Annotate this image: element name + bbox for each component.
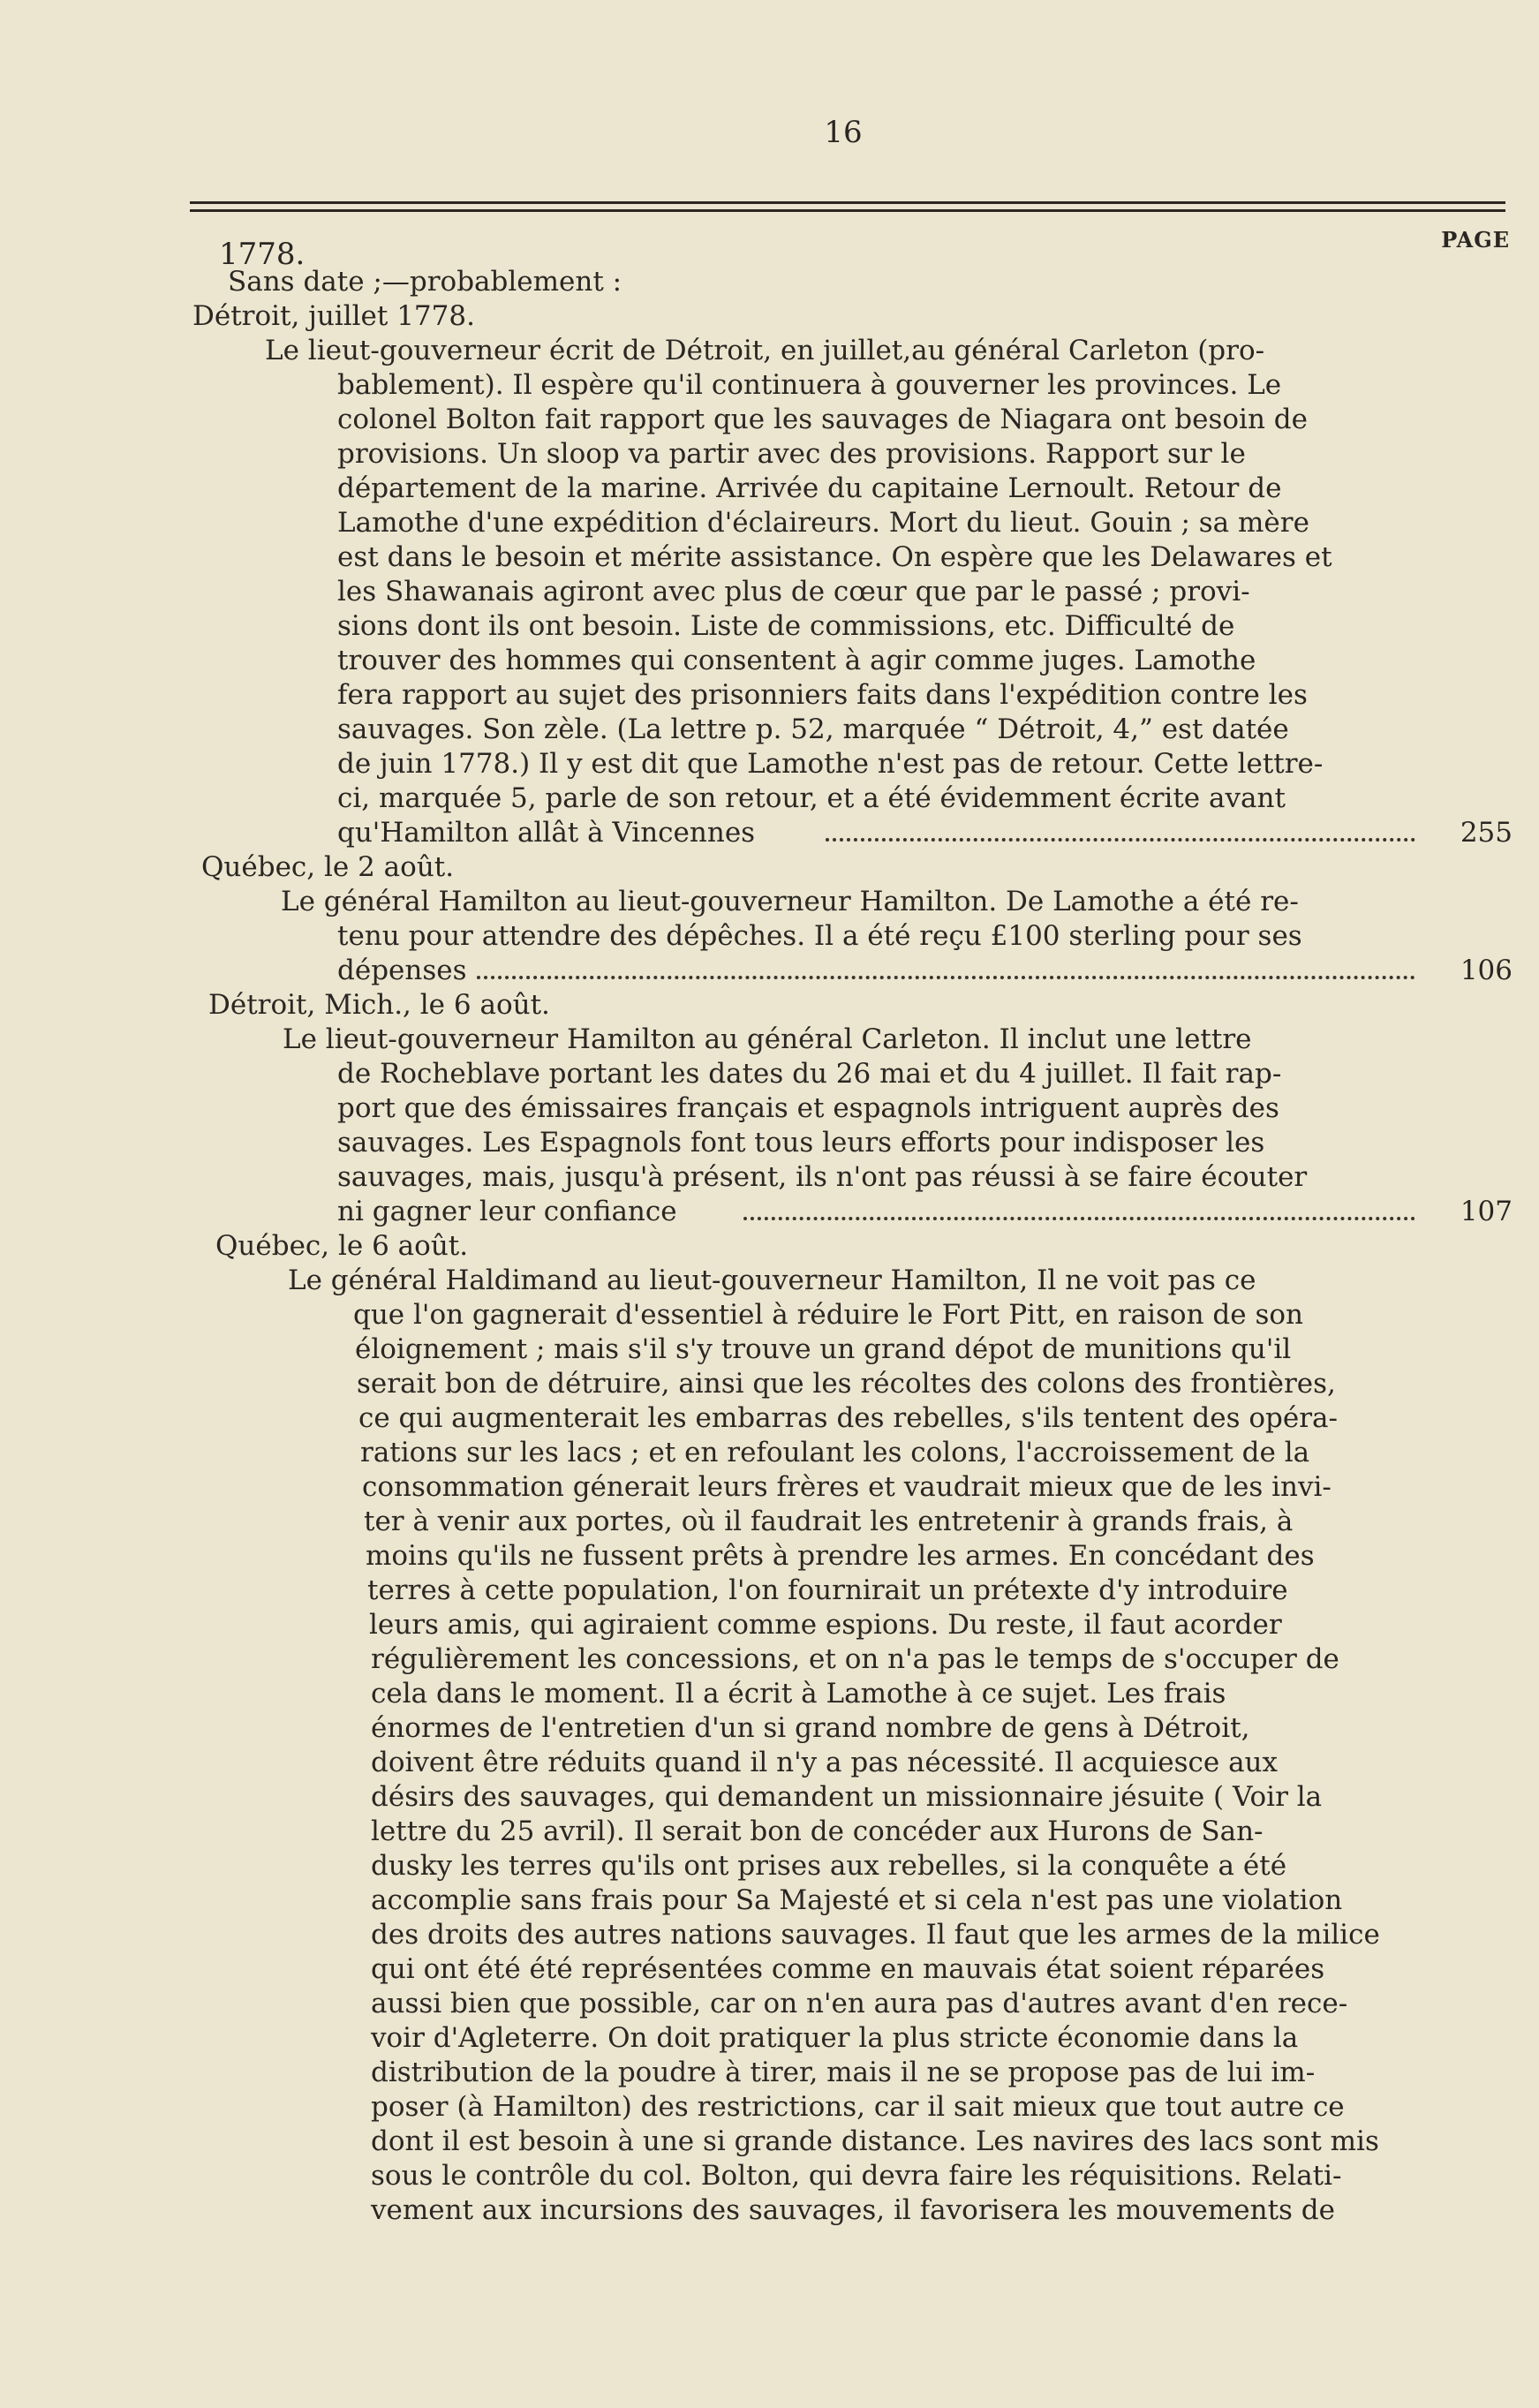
entry-line: ni gagner leur confiance [337,1196,677,1227]
entry-line: trouver des hommes qui consentent à agir comme juges. Lamothe [337,645,1256,676]
entry-line: voir d'Agleterre. On doit pratiquer la plus stricte économie dans la [371,2022,1299,2054]
entry-line: aussi bien que possible, car on n'en aura pas d'autres avant d'en rece- [371,1988,1348,2019]
entry-line: sauvages. Les Espagnols font tous leurs efforts pour indisposer les [337,1127,1265,1159]
entry-quebec-6-aout [0,1229,1539,2228]
entry-line: sauvages, mais, jusqu'à présent, ils n'ont pas réussi à se faire écouter [337,1161,1308,1193]
entry-line: leurs amis, qui agiraient comme espions. Du reste, il faut acorder [369,1609,1282,1641]
entry-line: serait bon de détruire, ainsi que les récoltes des colons des frontières, [357,1368,1336,1400]
page-column-header: PAGE [1441,227,1510,253]
entry-line: Le lieut-gouverneur Hamilton au général Carleton. Il inclut une lettre [283,1023,1252,1055]
entry-line: dépenses [337,955,467,986]
entry-line: de juin 1778.) Il y est dit que Lamothe n'est pas de retour. Cette lettre- [337,748,1324,780]
year-heading: 1778. [219,237,306,272]
entry-line: ci, marquée 5, parle de son retour, et a été évidemment écrite avant [337,782,1286,814]
header-rule-bottom [190,209,1505,212]
entry-line: cela dans le moment. Il a écrit à Lamothe à ce sujet. Les frais [371,1678,1226,1710]
entry-line: département de la marine. Arrivée du capitaine Lernoult. Retour de [337,472,1282,504]
entry-line: bablement). Il espère qu'il continuera à gouverner les provinces. Le [337,369,1282,401]
entry-line: dont il est besoin à une si grande distance. Les navires des lacs sont mis [371,2125,1379,2157]
leader-dots [477,976,1415,979]
entry-detroit-juillet [0,265,1539,850]
entry-line: provisions. Un sloop va partir avec des provisions. Rapport sur le [337,438,1246,470]
entry-line: désirs des sauvages, qui demandent un missionnaire jésuite ( Voir la [371,1781,1323,1813]
entry-place-date: Détroit, Mich., le 6 août. [208,989,550,1021]
entry-line: sions dont ils ont besoin. Liste de commissions, etc. Difficulté de [337,610,1235,642]
entry-line: régulièrement les concessions, et on n'a pas le temps de s'occuper de [371,1643,1339,1675]
entry-line: lettre du 25 avril). Il serait bon de concéder aux Hurons de San- [371,1815,1264,1847]
entry-detroit-6-aout [0,988,1539,1229]
entry-last-line [0,954,1539,988]
entry-place-date: Québec, le 6 août. [215,1230,469,1262]
entry-line: doivent être réduits quand il n'y a pas nécessité. Il acquiesce aux [371,1747,1278,1778]
entry-line: qu'Hamilton allât à Vincennes [337,817,756,849]
entry-line: Lamothe d'une expédition d'éclaireurs. Mort du lieut. Gouin ; sa mère [337,507,1309,539]
entry-last-line [0,1195,1539,1229]
entry-place-date: Détroit, juillet 1778. [192,300,475,332]
entry-line: de Rocheblave portant les dates du 26 mai et du 4 juillet. Il fait rap- [337,1058,1282,1090]
entry-place-date: Québec, le 2 août. [201,851,455,883]
entry-line: moins qu'ils ne fussent prêts à prendre les armes. En concédant des [366,1540,1315,1572]
entry-line: Le général Hamilton au lieut-gouverneur Hamilton. De Lamothe a été re- [281,886,1299,917]
entry-line: sauvages. Son zèle. (La lettre p. 52, marquée “ Détroit, 4,” est datée [337,713,1289,745]
entry-line: qui ont été été représentées comme en mauvais état soient réparées [371,1953,1325,1985]
entry-line: port que des émissaires français et espagnols intriguent auprès des [337,1092,1279,1124]
entry-line: est dans le besoin et mérite assistance. On espère que les Delawares et [337,541,1332,573]
entry-line: ter à venir aux portes, où il faudrait les entretenir à grands frais, à [364,1506,1294,1537]
entry-line: tenu pour attendre des dépêches. Il a été reçu £100 sterling pour ses [337,920,1302,952]
entry-last-line [0,816,1539,850]
entry-line: que l'on gagnerait d'essentiel à réduire le Fort Pitt, en raison de son [353,1299,1303,1331]
entry-line: rations sur les lacs ; et en refoulant les colons, l'accroissement de la [360,1437,1310,1468]
entry-quebec-2-aout [0,850,1539,988]
header-rule-top [190,201,1505,204]
entry-line: énormes de l'entretien d'un si grand nombre de gens à Détroit, [371,1712,1250,1744]
page-reference: 107 [1460,1196,1513,1227]
page-number: 16 [824,115,863,150]
calendar-entries [0,265,1539,2228]
entry-date-note: Sans date ;—probablement : [228,266,622,298]
entry-line: sous le contrôle du col. Bolton, qui devra faire les réquisitions. Relati- [371,2160,1342,2192]
entry-line: accomplie sans frais pour Sa Majesté et si cela n'est pas une violation [371,1884,1343,1916]
entry-line: consommation génerait leurs frères et vaudrait mieux que de les invi- [362,1471,1332,1503]
entry-line: terres à cette population, l'on fournirait un prétexte d'y introduire [367,1574,1288,1606]
entry-line: poser (à Hamilton) des restrictions, car il sait mieux que tout autre ce [371,2091,1345,2123]
entry-line: les Shawanais agiront avec plus de cœur que par le passé ; provi- [337,576,1250,608]
entry-line: éloignement ; mais s'il s'y trouve un grand dépot de munitions qu'il [355,1333,1292,1365]
entry-line: ce qui augmenterait les embarras des rebelles, s'ils tentent des opéra- [358,1402,1338,1434]
entry-line: dusky les terres qu'ils ont prises aux rebelles, si la conquête a été [371,1850,1287,1882]
entry-line: fera rapport au sujet des prisonniers faits dans l'expédition contre les [337,679,1308,711]
entry-line: vement aux incursions des sauvages, il favorisera les mouvements de [371,2194,1335,2226]
entry-line: colonel Bolton fait rapport que les sauvages de Niagara ont besoin de [337,404,1308,435]
entry-line: Le général Haldimand au lieut-gouverneur Hamilton, Il ne voit pas ce [288,1264,1256,1296]
entry-line: des droits des autres nations sauvages. Il faut que les armes de la milice [371,1919,1380,1951]
leader-dots [826,838,1415,842]
entry-line: distribution de la poudre à tirer, mais il ne se propose pas de lui im- [371,2057,1316,2088]
page-reference: 106 [1460,955,1513,986]
entry-line: Le lieut-gouverneur écrit de Détroit, en juillet,au général Carleton (pro- [265,335,1265,366]
page-reference: 255 [1460,817,1513,849]
leader-dots [743,1217,1415,1220]
